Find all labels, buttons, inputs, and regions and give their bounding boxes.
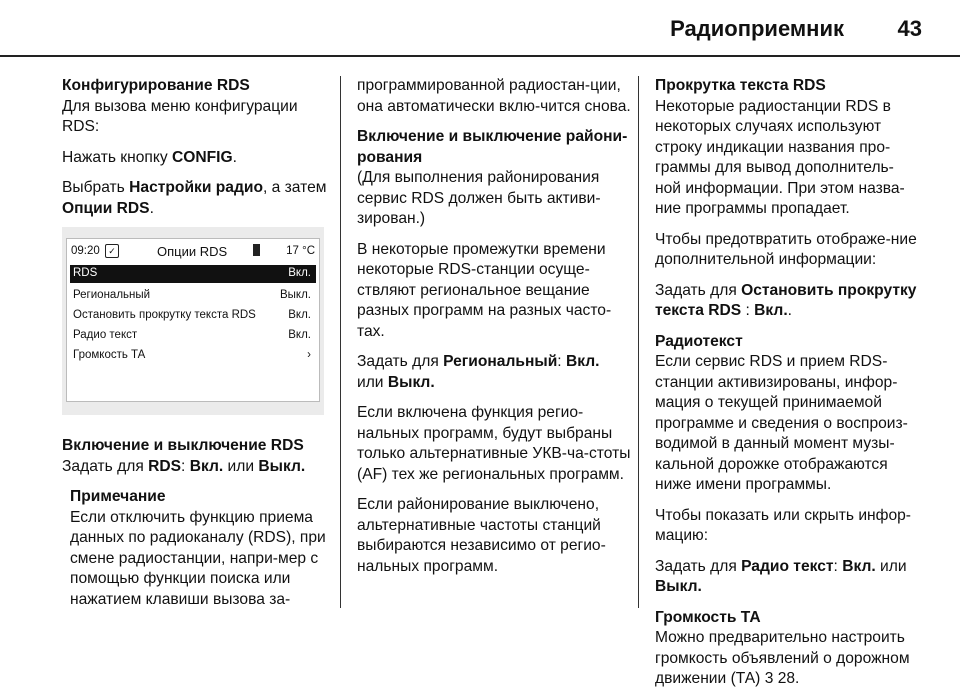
- paragraph: программированной радиостан-ции, она автоматически вклю-чится снова.: [357, 77, 631, 115]
- column-1-lower: [62, 436, 332, 610]
- section-heading: Конфигурирование RDS: [62, 77, 250, 94]
- column-divider: [340, 76, 341, 608]
- paragraph: Для вызова меню конфигурации RDS:: [62, 97, 298, 135]
- paragraph: Задать для Региональный: Вкл. или Выкл.: [357, 353, 600, 391]
- header-rule: [0, 55, 960, 57]
- paragraph: Нажать кнопку CONFIG.: [62, 148, 237, 166]
- column-2: [357, 76, 631, 587]
- display-screen: [66, 238, 320, 402]
- section-heading: Включение и выключение RDS: [62, 437, 304, 454]
- screen-status-bar: [67, 239, 319, 263]
- paragraph: В некоторые промежутки времени некоторые RDS-станции осуще-ствляют региональное вещание разных программ на разных часто-тах.: [357, 240, 612, 340]
- menu-item-ta-volume[interactable]: Громкость ТА ›: [73, 349, 311, 361]
- page-title: Радиоприемник: [670, 16, 844, 41]
- paragraph: Чтобы предотвратить отображе-ние дополнительной информации:: [655, 230, 917, 268]
- paragraph: (Для выполнения районирования сервис RDS должен быть активи-зирован.): [357, 169, 601, 227]
- paragraph: Задать для RDS: Вкл. или Выкл.: [62, 457, 306, 475]
- paragraph: Если районирование выключено, альтернативные частоты станций выбираются независимо от регио-нальных программ.: [357, 496, 606, 575]
- page-header: [0, 0, 960, 56]
- page-reference-link[interactable]: 3 28.: [764, 670, 800, 687]
- paragraph: Некоторые радиостанции RDS в некоторых случаях используют строку индикации названия про-граммы для вывод дополнитель-ной информации. При этом назва-ние программы пропадает.: [655, 97, 905, 217]
- check-icon: ✓: [105, 244, 119, 258]
- section-heading: Радиотекст: [655, 332, 743, 350]
- section-heading: Прокрутка текста RDS: [655, 77, 826, 94]
- menu-item-stop-scroll[interactable]: Остановить прокрутку текста RDS Вкл.: [73, 309, 311, 321]
- note-title: Примечание: [70, 488, 166, 505]
- paragraph: Выбрать Настройки радио, а затем Опции RDS.: [62, 179, 327, 217]
- paragraph: Можно предварительно настроить громкость объявлений о дорожном движении (ТА) 3 28.: [655, 629, 910, 687]
- page-number: 43: [897, 16, 922, 41]
- battery-icon: [253, 244, 260, 256]
- screen-temperature: 17 °C: [286, 245, 315, 257]
- paragraph: Чтобы показать или скрыть инфор-мацию:: [655, 506, 912, 544]
- screen-time: 09:20: [71, 245, 100, 257]
- paragraph: Задать для Остановить прокрутку текста RDS : Вкл..: [655, 281, 917, 319]
- note-text: Если отключить функцию приема данных по радиоканалу (RDS), при смене радиостанции, напри-мер с помощью функции поиска или нажатием клавиши вызова за-: [70, 508, 326, 608]
- chevron-right-icon: ›: [307, 349, 311, 361]
- section-heading: Громкость ТА: [655, 608, 761, 626]
- column-divider: [638, 76, 639, 608]
- column-1: [62, 76, 332, 229]
- column-3: [655, 76, 917, 690]
- section-heading: Включение и выключение райони-рования: [357, 128, 628, 166]
- paragraph: Если включена функция регио-нальных программ, будут выбраны только альтернативные УКВ-ча-стоты (AF) тех же региональных программ.: [357, 404, 631, 483]
- menu-item-radio-text[interactable]: Радио текст Вкл.: [73, 329, 311, 341]
- screen-title: Опции RDS: [157, 244, 228, 259]
- screen-illustration: [62, 227, 324, 415]
- paragraph: Задать для Радио текст: Вкл. или Выкл.: [655, 557, 907, 595]
- menu-item-regional[interactable]: Региональный Выкл.: [73, 289, 311, 301]
- note-box: [70, 487, 332, 610]
- menu-item-rds[interactable]: RDS Вкл.: [70, 265, 316, 283]
- paragraph: Если сервис RDS и прием RDS-станции активизированы, инфор-мация о текущей принимаемой программе и сведения о воспроиз-водимой в данный момент музы-кальной дорожке отображаются ниже имени программы.: [655, 353, 908, 493]
